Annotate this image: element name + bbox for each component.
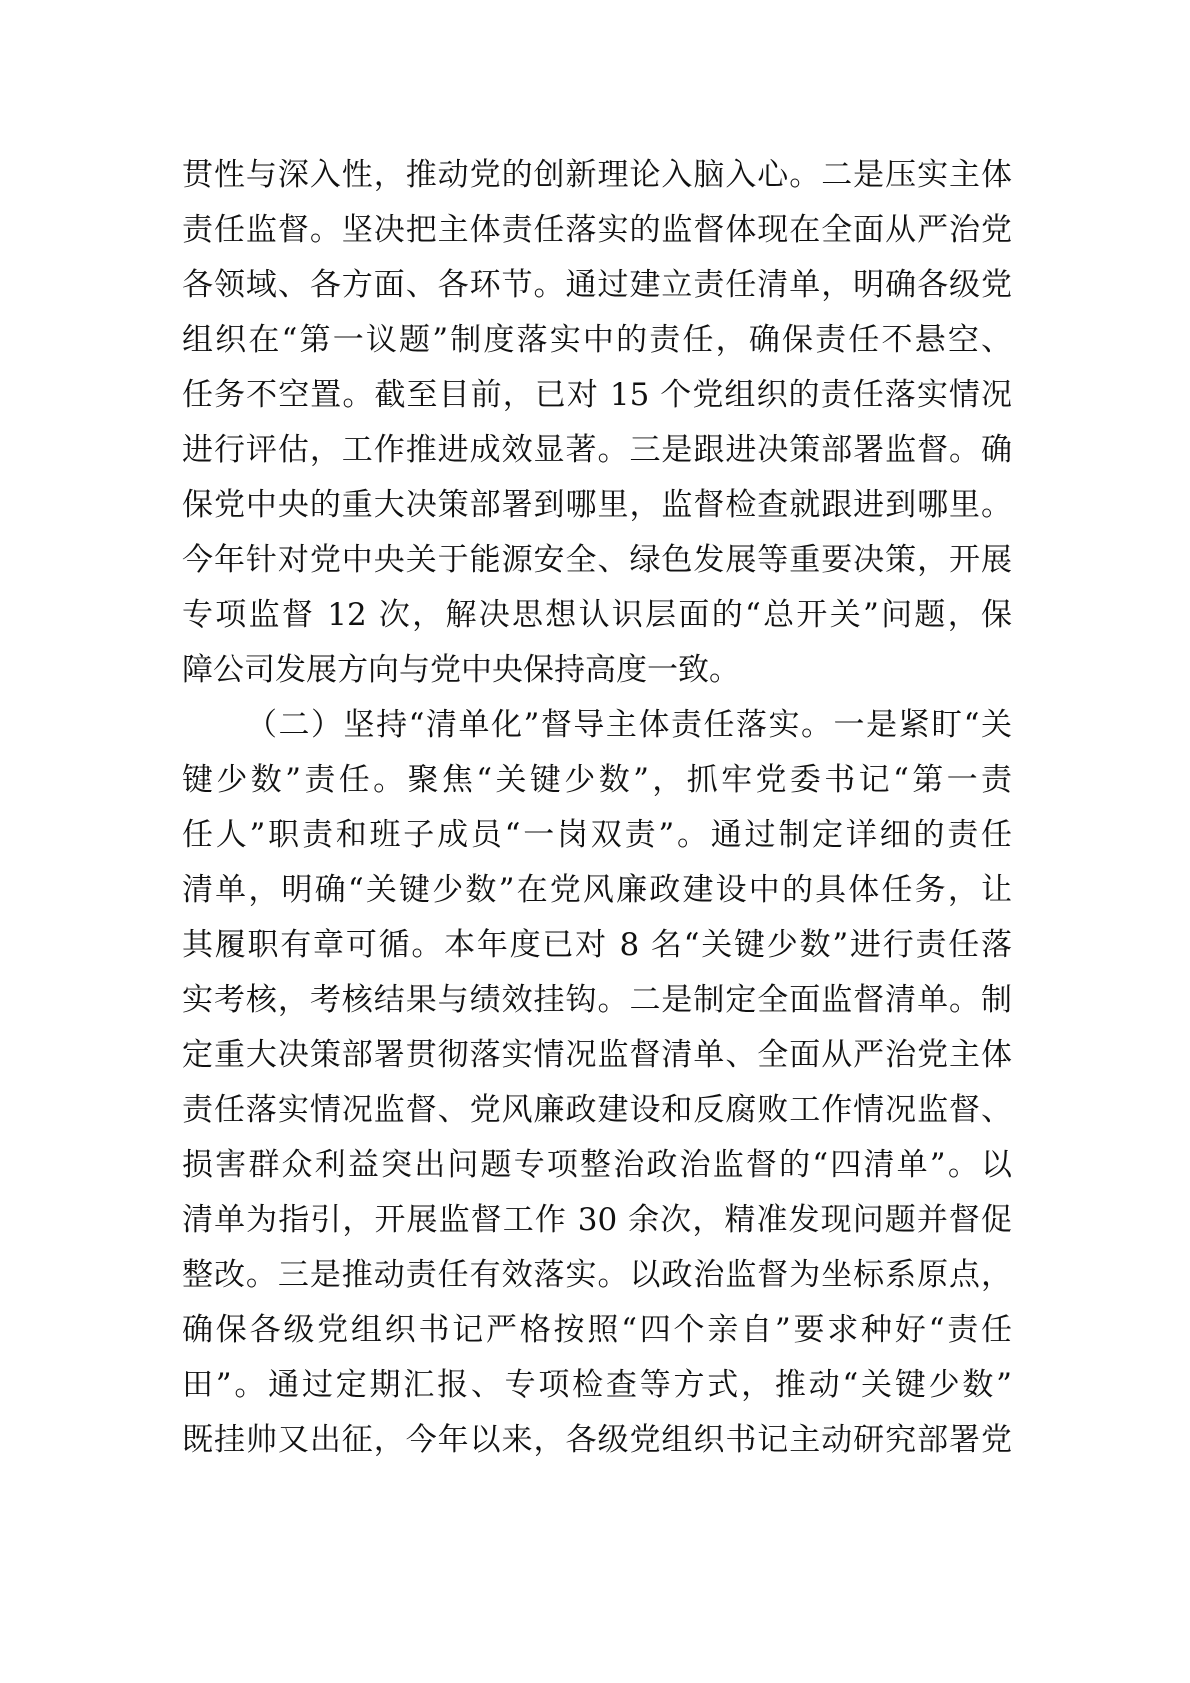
section-heading-line: （二）坚持“清单化”督导主体责任落实。一是紧盯“关: [246, 707, 1012, 743]
text-line: 保党中央的重大决策部署到哪里，监督检查就跟进到哪里。: [182, 487, 1012, 523]
text-line: 确保各级党组织书记严格按照“四个亲自”要求种好“责任: [182, 1312, 1012, 1348]
text-line: 任务不空置。截至目前，已对 15 个党组织的责任落实情况: [182, 377, 1012, 413]
text-line: 专项监督 12 次，解决思想认识层面的“总开关”问题，保: [182, 597, 1012, 633]
text-line: 实考核，考核结果与绩效挂钩。二是制定全面监督清单。制: [182, 982, 1012, 1018]
text-line: 其履职有章可循。本年度已对 8 名“关键少数”进行责任落: [182, 927, 1012, 963]
text-line-paragraph-end: 障公司发展方向与党中央保持高度一致。: [182, 652, 740, 688]
text-line: 各领域、各方面、各环节。通过建立责任清单，明确各级党: [182, 267, 1012, 303]
text-line: 定重大决策部署贯彻落实情况监督清单、全面从严治党主体: [182, 1037, 1012, 1073]
text-line: 清单，明确“关键少数”在党风廉政建设中的具体任务，让: [182, 872, 1012, 908]
text-line: 进行评估，工作推进成效显著。三是跟进决策部署监督。确: [182, 432, 1012, 468]
text-line: 今年针对党中央关于能源安全、绿色发展等重要决策，开展: [182, 542, 1012, 578]
text-line: 组织在“第一议题”制度落实中的责任，确保责任不悬空、: [182, 322, 1012, 358]
text-line: 田”。通过定期汇报、专项检查等方式，推动“关键少数”: [182, 1367, 1012, 1403]
text-line: 责任落实情况监督、党风廉政建设和反腐败工作情况监督、: [182, 1092, 1012, 1128]
text-line: 整改。三是推动责任有效落实。以政治监督为坐标系原点，: [182, 1257, 1012, 1293]
text-line: 责任监督。坚决把主体责任落实的监督体现在全面从严治党: [182, 212, 1012, 248]
body-text: [182, 148, 1012, 1468]
text-line: 既挂帅又出征，今年以来，各级党组织书记主动研究部署党: [182, 1422, 1012, 1458]
text-line: 键少数”责任。聚焦“关键少数”，抓牢党委书记“第一责: [182, 762, 1012, 798]
text-line: 贯性与深入性，推动党的创新理论入脑入心。二是压实主体: [182, 157, 1012, 193]
text-line: 任人”职责和班子成员“一岗双责”。通过制定详细的责任: [182, 817, 1012, 853]
text-line: 损害群众利益突出问题专项整治政治监督的“四清单”。以: [182, 1147, 1012, 1183]
text-line: 清单为指引，开展监督工作 30 余次，精准发现问题并督促: [182, 1202, 1012, 1238]
